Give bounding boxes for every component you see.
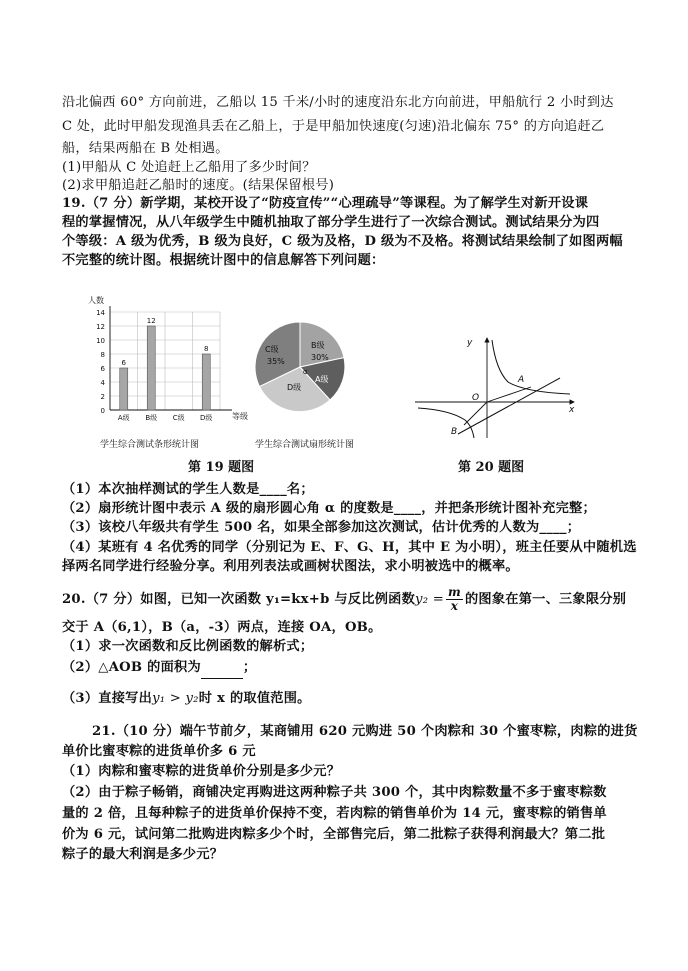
point-b-label: B: [451, 427, 458, 437]
bar-chart-caption: 学生综合测试条形统计图: [100, 440, 200, 450]
pie-label-c: C级: [265, 345, 279, 354]
x-axis-label: x: [569, 405, 575, 415]
text-line: [62, 689, 311, 709]
text-line: 交于 A（6,1），B（a，-3）两点，连接 OA，OB。: [62, 620, 382, 635]
bar-value-label: 8: [204, 345, 209, 353]
pie-chart: [255, 322, 345, 412]
text-line: （2）由于粽子畅销，商铺决定再购进这两种粽子共 300 个，其中肉粽数量不多于蜜枣粽数: [62, 785, 607, 800]
fraction-denominator: x: [450, 599, 459, 613]
pie-chart-caption: 学生综合测试扇形统计图: [255, 440, 355, 450]
p20-intro-end: 的图象在第一、三象限分别: [464, 592, 627, 607]
text-line: 船，结果两船在 B 处相遇。: [62, 141, 229, 156]
text-line: （4）某班有 4 名优秀的同学（分别记为 E、F、G、H，其中 E 为小明），班主任要从中随机选: [62, 540, 637, 555]
text-line: （1）本次抽样测试的学生人数是____名；: [62, 482, 314, 497]
text-line: 19.（7 分）新学期，某校开设了“防疫宣传”“心理疏导”等课程。为了解学生对新开设课: [62, 196, 589, 211]
text-line: （3）该校八年级共有学生 500 名，如果全部参加这次测试，估计优秀的人数为____；: [62, 520, 581, 535]
y2-symbol: y₂ =: [415, 592, 445, 607]
fraction-numerator: m: [448, 585, 461, 599]
text-line: 个等级：A 级为优秀，B 级为良好，C 级为及格，D 级为不及格。将测试结果绘制了如图两幅: [62, 234, 623, 249]
p20-q3-end: 时 x 的取值范围。: [198, 691, 311, 706]
text-line: 单价比蜜枣粽的进货单价多 6 元: [62, 744, 256, 759]
y-tick-label: 6: [100, 365, 105, 373]
x-tick-label: A级: [117, 414, 130, 422]
bar-value-label: 12: [146, 317, 156, 325]
y-tick-label: 2: [100, 393, 105, 401]
text-line: [62, 658, 256, 679]
inequality: y₁ > y₂: [152, 691, 199, 706]
text-line: 21.（10 分）端午节前夕，某商铺用 620 元购进 50 个肉粽和 30 个蜜枣粽，肉粽的进货: [92, 724, 638, 739]
text-line: [62, 586, 626, 613]
text-line: 择两名同学进行经验分享。利用列表法或画树状图法，求小明被选中的概率。: [62, 559, 519, 574]
text-line: (1)甲船从 C 处追赶上乙船用了多少时间？: [62, 160, 316, 175]
text-line: (2)求甲船追赶乙船时的速度。(结果保留根号): [62, 178, 335, 193]
y-axis-label: y: [467, 338, 473, 348]
bar: [147, 326, 155, 410]
pie-label-c-pct: 35%: [267, 357, 285, 366]
y-axis-label: 人数: [88, 296, 104, 305]
p20-intro: 20.（7 分）如图，已知一次函数 y₁=kx+b 与反比例函数: [62, 592, 416, 607]
pie-label-d: D级: [287, 383, 302, 392]
y-tick-label: 10: [96, 337, 105, 345]
pie-label-b: B级: [311, 341, 325, 350]
bar: [120, 368, 128, 410]
fraction-m-over-x: [446, 586, 463, 613]
text-line: 价为 6 元，试问第二批购进肉粽多少个时，全部售完后，第二批粽子获得利润最大？第二批: [62, 827, 606, 842]
pie-label-alpha: α: [303, 368, 308, 376]
text-line: 沿北偏西 60° 方向前进，乙船以 15 千米/小时的速度沿东北方向前进，甲船航行 2 小时到达: [62, 95, 614, 110]
text-line: 不完整的统计图。根据统计图中的信息解答下列问题：: [62, 253, 385, 268]
bar-value-label: 6: [121, 359, 126, 367]
y-tick-label: 8: [100, 351, 105, 359]
answer-blank: [201, 658, 243, 679]
linear-function-line: [458, 378, 560, 434]
text-line: （1）求一次函数和反比例函数的解析式；: [62, 639, 314, 654]
p20-q2: （2）△AOB 的面积为: [62, 660, 201, 675]
text-line: C 处，此时甲船发现渔具丢在乙船上，于是甲船加快速度(匀速)沿北偏东 75° 的方向追赶乙: [62, 119, 605, 134]
x-axis-label: 等级: [232, 412, 248, 421]
p20-q2-end: ；: [242, 660, 257, 675]
hyperbola-branch-1: [492, 340, 570, 394]
text-line: （2）扇形统计图中表示 A 级的扇形圆心角 α 的度数是____，并把条形统计图补充完整；: [62, 501, 596, 516]
bar-chart: [80, 292, 250, 452]
x-tick-label: C级: [172, 414, 185, 422]
x-tick-label: D级: [200, 414, 213, 422]
text-line: 程的掌握情况，从八年级学生中随机抽取了部分学生进行了一次综合测试。测试结果分为四: [62, 215, 600, 230]
x-tick-label: B级: [145, 414, 158, 422]
text-line: 粽子的最大利润是多少元？: [62, 847, 224, 862]
text-line: 量的 2 倍，且每种粽子的进货单价保持不变，若肉粽的销售单价为 14 元，蜜枣粽的销售单: [62, 806, 607, 821]
origin-label: O: [472, 393, 480, 403]
figure-20-title: 第 20 题图: [458, 460, 525, 475]
bar: [202, 354, 210, 410]
function-graph: [410, 330, 580, 445]
y-tick-label: 0: [100, 407, 105, 415]
pie-label-b-pct: 30%: [311, 353, 329, 362]
y-tick-label: 12: [96, 323, 105, 331]
point-a-label: A: [518, 375, 525, 385]
pie-label-a: A级: [315, 375, 329, 384]
p20-q3: （3）直接写出: [62, 691, 153, 706]
figure-19-title: 第 19 题图: [188, 460, 255, 475]
text-line: （1）肉粽和蜜枣粽的进货单价分别是多少元？: [62, 764, 341, 779]
y-tick-label: 14: [96, 309, 105, 317]
segment-oa: [487, 387, 531, 402]
segment-ob: [464, 402, 487, 425]
y-tick-label: 4: [100, 379, 105, 387]
